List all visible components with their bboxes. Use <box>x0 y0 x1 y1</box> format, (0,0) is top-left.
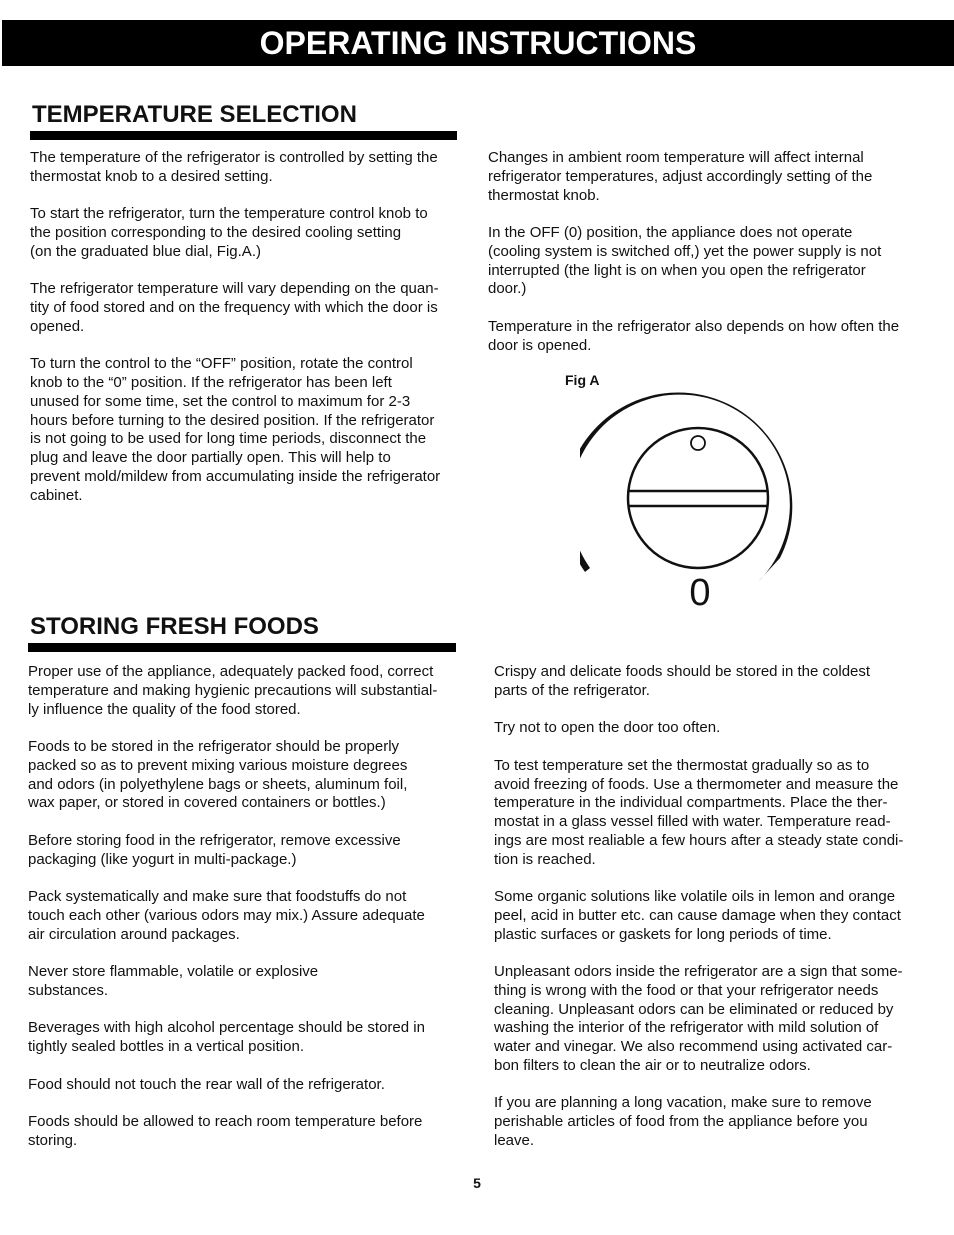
paragraph: Foods to be stored in the refrigerator should be properly packed so as to prevent mixing various moisture degrees and odors (in polyethylene bags or sheets, aluminum foil, wax paper, or stored in covered containers or bottles.) <box>28 738 408 812</box>
paragraph: The refrigerator temperature will vary depending on the quan- tity of food stored and on the frequency with which the door is opened. <box>30 280 439 335</box>
page-number: 5 <box>473 1175 481 1191</box>
paragraph: Before storing food in the refrigerator, remove excessive packaging (like yogurt in multi-package.) <box>28 831 401 868</box>
temperature-selection-left-column <box>30 149 470 505</box>
paragraph: Changes in ambient room temperature will affect internal refrigerator temperatures, adjust accordingly setting of the thermostat knob. <box>488 149 873 204</box>
storing-fresh-foods-right-column <box>494 663 934 1151</box>
paragraph: Unpleasant odors inside the refrigerator are a sign that some- thing is wrong with the food or that your refrigerator needs cleaning. Unpleasant odors can be eliminated or reduced by washing the interior of the refrigerator with mild solution of water and vinegar. We also recommend using activated car- bon filters to clean the air or to neutralize odors. <box>494 963 903 1074</box>
paragraph: If you are planning a long vacation, make sure to remove perishable articles of food from the appliance before you leave. <box>494 1094 872 1149</box>
temperature-selection-right-column <box>488 149 928 355</box>
paragraph: To test temperature set the thermostat gradually so as to avoid freezing of foods. Use a thermometer and measure the temperature in the individual compartments. Place the ther- mostat in a glass vessel filled with water. Temperature read- ings are most realiable a few hours after a steady state condi- tion is reached. <box>494 756 904 868</box>
paragraph: To turn the control to the “OFF” position, rotate the control knob to the “0” position. If the refrigerator has been left unused for some time, set the control to maximum for 2-3 hours before turning to the desired position. If the refrigerator is not going to be used for long time periods, disconnect the plug and leave the door partially open. This will help to prevent mold/mildew from accumulating inside the refrigerator cabinet. <box>30 355 441 504</box>
thermostat-dial-figure <box>580 385 820 610</box>
paragraph: Crispy and delicate foods should be stored in the coldest parts of the refrigerator. <box>494 663 871 699</box>
storing-fresh-foods-left-column <box>28 663 468 1151</box>
paragraph: Try not to open the door too often. <box>494 719 721 737</box>
figure-label: Fig A <box>565 372 600 388</box>
page-header-banner: OPERATING INSTRUCTIONS <box>2 20 954 66</box>
dial-zero-label: 0 <box>689 572 711 610</box>
paragraph: Temperature in the refrigerator also depends on how often the door is opened. <box>488 317 900 354</box>
paragraph: Pack systematically and make sure that foodstuffs do not touch each other (various odors may mix.) Assure adequate air circulation around packages. <box>28 888 425 943</box>
paragraph: Never store flammable, volatile or explosive substances. <box>28 963 319 999</box>
paragraph: Proper use of the appliance, adequately packed food, correct temperature and making hygienic precautions will substantial- ly influence the quality of the food stored. <box>28 663 438 718</box>
paragraph: Food should not touch the rear wall of the refrigerator. <box>28 1075 385 1093</box>
paragraph: Beverages with high alcohol percentage should be stored in tightly sealed bottles in a vertical position. <box>28 1019 425 1055</box>
storing-fresh-foods-rule <box>28 643 456 652</box>
paragraph: Foods should be allowed to reach room temperature before storing. <box>28 1113 423 1149</box>
temperature-selection-title: TEMPERATURE SELECTION <box>32 101 357 128</box>
storing-fresh-foods-title: STORING FRESH FOODS <box>30 613 319 640</box>
paragraph: In the OFF (0) position, the appliance does not operate (cooling system is switched off,) yet the power supply is not interrupted (the light is on when you open the refrigerator door.) <box>488 224 882 298</box>
paragraph: The temperature of the refrigerator is controlled by setting the thermostat knob to a desired setting. <box>30 149 438 185</box>
paragraph: Some organic solutions like volatile oils in lemon and orange peel, acid in butter etc. can cause damage when they contact plastic surfaces or gaskets for long periods of time. <box>494 888 901 943</box>
temperature-selection-rule <box>30 131 457 140</box>
knob-indicator-dot <box>691 436 705 450</box>
paragraph: To start the refrigerator, turn the temperature control knob to the position corresponding to the desired cooling setting (on the graduated blue dial, Fig.A.) <box>30 205 428 260</box>
